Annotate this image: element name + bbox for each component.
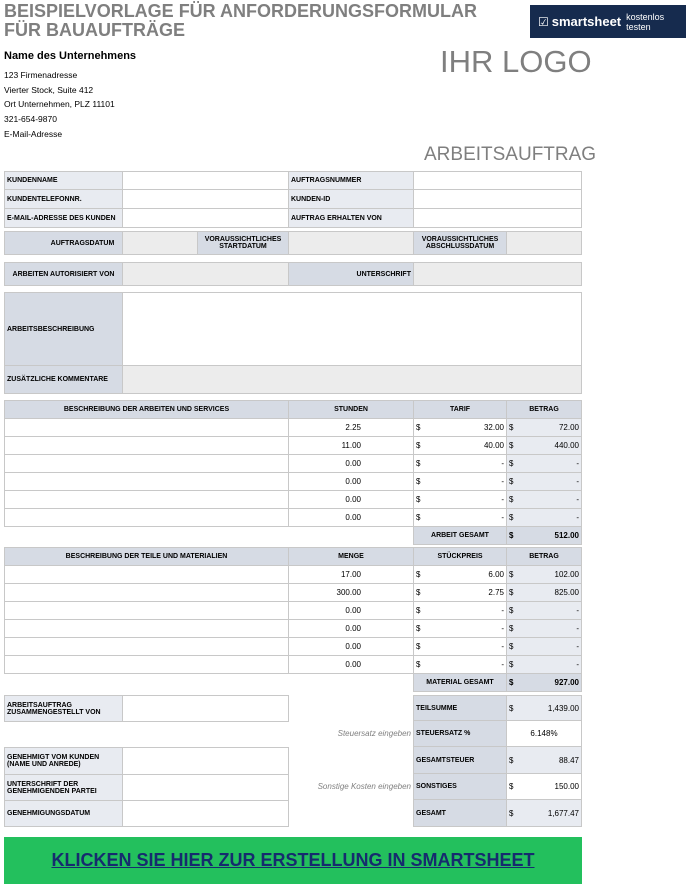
smartsheet-logo-icon: ☑ (538, 14, 549, 29)
amount-value: - (576, 477, 579, 486)
other-field[interactable] (506, 773, 582, 800)
labor-description-header: BESCHREIBUNG DER ARBEITEN UND SERVICES (4, 400, 289, 419)
tax-total-amount: 88.47 (558, 755, 579, 765)
order-received-by-label: AUFTRAG ERHALTEN VON (288, 208, 414, 228)
currency-symbol: $ (416, 606, 421, 615)
subtotal-label: TEILSUMME (413, 695, 507, 721)
currency-symbol: $ (416, 477, 421, 486)
labor-row-hours[interactable]: 0.00 (288, 472, 414, 491)
materials-row-description[interactable] (4, 601, 289, 620)
materials-row-amount (506, 565, 582, 584)
amount-value: - (576, 624, 579, 633)
subtotal-value (506, 695, 582, 721)
currency-symbol: $ (416, 624, 421, 633)
customer-phone-field[interactable] (122, 189, 289, 209)
materials-row-qty[interactable]: 300.00 (288, 583, 414, 602)
amount-value: - (576, 495, 579, 504)
currency-symbol: $ (509, 441, 514, 450)
materials-total-label: MATERIAL GESAMT (413, 673, 507, 692)
materials-row-amount (506, 601, 582, 620)
currency-symbol: $ (416, 588, 421, 597)
currency-symbol: $ (509, 808, 514, 818)
subtotal-amount: 1,439.00 (547, 703, 579, 713)
rate-value: - (501, 513, 504, 522)
currency-symbol: $ (416, 441, 421, 450)
create-in-smartsheet-link[interactable]: KLICKEN SIE HIER ZUR ERSTELLUNG IN SMARTSHEET (4, 837, 582, 884)
amount-value: - (576, 459, 579, 468)
materials-amount-header: BETRAG (506, 547, 582, 566)
materials-row-price[interactable] (413, 583, 507, 602)
other-costs-hint: Sonstige Kosten eingeben (317, 782, 411, 791)
materials-row-qty[interactable]: 0.00 (288, 619, 414, 638)
labor-row-amount (506, 508, 582, 527)
labor-row-rate[interactable] (413, 418, 507, 437)
labor-row-amount (506, 490, 582, 509)
customer-phone-label: KUNDENTELEFONNR. (4, 189, 123, 209)
expected-start-label: VORAUSSICHTLICHES STARTDATUM (197, 231, 289, 255)
approval-date-field[interactable] (122, 800, 289, 827)
labor-row-rate[interactable] (413, 472, 507, 491)
order-number-label: AUFTRAGSNUMMER (288, 171, 414, 190)
approver-signature-label: UNTERSCHRIFT DER GENEHMIGENDEN PARTEI (4, 774, 123, 801)
materials-qty-header: MENGE (288, 547, 414, 566)
currency-symbol: $ (509, 606, 514, 615)
materials-row-description[interactable] (4, 619, 289, 638)
currency-symbol: $ (509, 459, 514, 468)
approved-by-label: GENEHMIGT VOM KUNDEN (NAME UND ANREDE) (4, 747, 123, 775)
signature-label: UNTERSCHRIFT (288, 262, 414, 286)
rate-value: - (501, 495, 504, 504)
labor-total-value (506, 526, 582, 545)
materials-row-description[interactable] (4, 565, 289, 584)
document-title: ARBEITSAUFTRAG (424, 144, 597, 165)
amount-value: 440.00 (554, 441, 579, 450)
labor-row-amount (506, 454, 582, 473)
labor-qty-header: STUNDEN (288, 400, 414, 419)
comments-field[interactable] (122, 365, 582, 394)
company-name: Name des Unternehmens (4, 50, 137, 62)
currency-symbol: $ (509, 660, 514, 669)
order-received-by-field[interactable] (413, 208, 582, 228)
currency-symbol: $ (509, 755, 514, 765)
labor-row-rate[interactable] (413, 454, 507, 473)
tax-rate-label: STEUERSATZ % (413, 720, 507, 747)
company-address-line: 123 Firmenadresse (4, 70, 78, 80)
compiled-by-label: ARBEITSAUFTRAG ZUSAMMENGESTELLT VON (4, 695, 123, 722)
expected-start-field[interactable] (288, 231, 414, 255)
currency-symbol: $ (509, 513, 514, 522)
materials-row-price[interactable] (413, 601, 507, 620)
currency-symbol: $ (509, 782, 514, 791)
currency-symbol: $ (509, 642, 514, 651)
labor-price-header: TARIF (413, 400, 507, 419)
materials-total-value (506, 673, 582, 692)
customer-name-label: KUNDENNAME (4, 171, 123, 190)
materials-row-qty[interactable]: 17.00 (288, 565, 414, 584)
currency-symbol: $ (509, 703, 514, 713)
labor-row-description[interactable] (4, 472, 289, 491)
tax-rate-hint: Steuersatz eingeben (337, 729, 411, 738)
other-amount: 150.00 (554, 782, 579, 791)
approver-signature-field[interactable] (122, 774, 289, 801)
labor-row-hours[interactable]: 2.25 (288, 418, 414, 437)
tax-total-value (506, 746, 582, 774)
customer-id-field[interactable] (413, 189, 582, 209)
signature-field[interactable] (413, 262, 582, 286)
materials-price-header: STÜCKPREIS (413, 547, 507, 566)
tax-rate-field[interactable]: 6.148% (506, 720, 582, 747)
amount-value: - (576, 660, 579, 669)
labor-total-label: ARBEIT GESAMT (413, 526, 507, 545)
rate-value: - (501, 459, 504, 468)
authorized-by-label: ARBEITEN AUTORISIERT VON (4, 262, 123, 286)
company-email: E-Mail-Adresse (4, 129, 63, 139)
materials-row-description[interactable] (4, 655, 289, 674)
materials-row-qty[interactable]: 0.00 (288, 601, 414, 620)
amount-value: 72.00 (558, 423, 579, 432)
company-address-line: Ort Unternehmen, PLZ 11101 (4, 99, 115, 109)
materials-row-price[interactable] (413, 637, 507, 656)
materials-row-qty[interactable]: 0.00 (288, 655, 414, 674)
materials-row-qty[interactable]: 0.00 (288, 637, 414, 656)
page-title: BEISPIELVORLAGE FÜR ANFORDERUNGSFORMULAR FÜR BAUAUFTRÄGE (4, 1, 478, 40)
materials-row-amount (506, 637, 582, 656)
rate-value: 40.00 (483, 441, 504, 450)
grand-total-amount: 1,677.47 (547, 808, 579, 818)
materials-row-amount (506, 655, 582, 674)
brand-name: smartsheet (551, 14, 622, 29)
tax-total-label: GESAMTSTEUER (413, 746, 507, 774)
price-value: 2.75 (488, 588, 504, 597)
labor-row-description[interactable] (4, 454, 289, 473)
logo-placeholder: IHR LOGO (440, 44, 592, 79)
labor-row-hours[interactable]: 11.00 (288, 436, 414, 455)
expected-end-field[interactable] (506, 231, 582, 255)
labor-row-description[interactable] (4, 508, 289, 527)
labor-row-description[interactable] (4, 490, 289, 509)
currency-symbol: $ (416, 513, 421, 522)
materials-row-amount (506, 583, 582, 602)
total-amount: 927.00 (554, 678, 579, 687)
order-date-field[interactable] (122, 231, 198, 255)
amount-value: 825.00 (554, 588, 579, 597)
grand-total-label: GESAMT (413, 799, 507, 827)
labor-amount-header: BETRAG (506, 400, 582, 419)
currency-symbol: $ (509, 495, 514, 504)
currency-symbol: $ (416, 423, 421, 432)
total-amount: 512.00 (554, 531, 579, 540)
currency-symbol: $ (509, 423, 514, 432)
materials-row-price[interactable] (413, 619, 507, 638)
currency-symbol: $ (416, 495, 421, 504)
comments-label: ZUSÄTZLICHE KOMMENTARE (4, 365, 123, 394)
rate-value: 32.00 (483, 423, 504, 432)
labor-row-description[interactable] (4, 418, 289, 437)
currency-symbol: $ (509, 570, 514, 579)
labor-row-rate[interactable] (413, 508, 507, 527)
description-field[interactable] (122, 292, 582, 366)
approved-by-field[interactable] (122, 747, 289, 775)
authorized-by-field[interactable] (122, 262, 289, 286)
approval-date-label: GENEHMIGUNGSDATUM (4, 800, 123, 827)
labor-row-description[interactable] (4, 436, 289, 455)
currency-symbol: $ (416, 660, 421, 669)
materials-row-price[interactable] (413, 565, 507, 584)
rate-value: - (501, 477, 504, 486)
customer-name-field[interactable] (122, 171, 289, 190)
customer-email-field[interactable] (122, 208, 289, 228)
materials-row-description[interactable] (4, 637, 289, 656)
compiled-by-field[interactable] (122, 695, 289, 722)
materials-row-amount (506, 619, 582, 638)
price-value: 6.00 (488, 570, 504, 579)
brand-cta: kostenlos testen (626, 11, 665, 32)
price-value: - (501, 642, 504, 651)
company-phone: 321-654-9870 (4, 114, 57, 124)
amount-value: - (576, 642, 579, 651)
currency-symbol: $ (509, 531, 514, 540)
price-value: - (501, 606, 504, 615)
currency-symbol: $ (509, 477, 514, 486)
smartsheet-trial-button[interactable] (530, 5, 686, 38)
labor-row-rate[interactable] (413, 436, 507, 455)
amount-value: - (576, 606, 579, 615)
materials-row-description[interactable] (4, 583, 289, 602)
customer-id-label: KUNDEN-ID (288, 189, 414, 209)
other-label: SONSTIGES (413, 773, 507, 800)
order-number-field[interactable] (413, 171, 582, 190)
description-label: ARBEITSBESCHREIBUNG (4, 292, 123, 366)
amount-value: 102.00 (554, 570, 579, 579)
labor-row-amount (506, 418, 582, 437)
labor-row-rate[interactable] (413, 490, 507, 509)
materials-row-price[interactable] (413, 655, 507, 674)
currency-symbol: $ (416, 459, 421, 468)
currency-symbol: $ (416, 642, 421, 651)
price-value: - (501, 624, 504, 633)
grand-total-value (506, 799, 582, 827)
order-date-label: AUFTRAGSDATUM (4, 231, 123, 255)
labor-row-hours[interactable]: 0.00 (288, 490, 414, 509)
company-address-line: Vierter Stock, Suite 412 (4, 85, 94, 95)
amount-value: - (576, 513, 579, 522)
currency-symbol: $ (416, 570, 421, 579)
materials-description-header: BESCHREIBUNG DER TEILE UND MATERIALIEN (4, 547, 289, 566)
labor-row-hours[interactable]: 0.00 (288, 508, 414, 527)
labor-row-amount (506, 472, 582, 491)
customer-email-label: E-MAIL-ADRESSE DES KUNDEN (4, 208, 123, 228)
labor-row-hours[interactable]: 0.00 (288, 454, 414, 473)
currency-symbol: $ (509, 588, 514, 597)
currency-symbol: $ (509, 624, 514, 633)
price-value: - (501, 660, 504, 669)
currency-symbol: $ (509, 678, 514, 687)
labor-row-amount (506, 436, 582, 455)
expected-end-label: VORAUSSICHTLICHES ABSCHLUSSDATUM (413, 231, 507, 255)
